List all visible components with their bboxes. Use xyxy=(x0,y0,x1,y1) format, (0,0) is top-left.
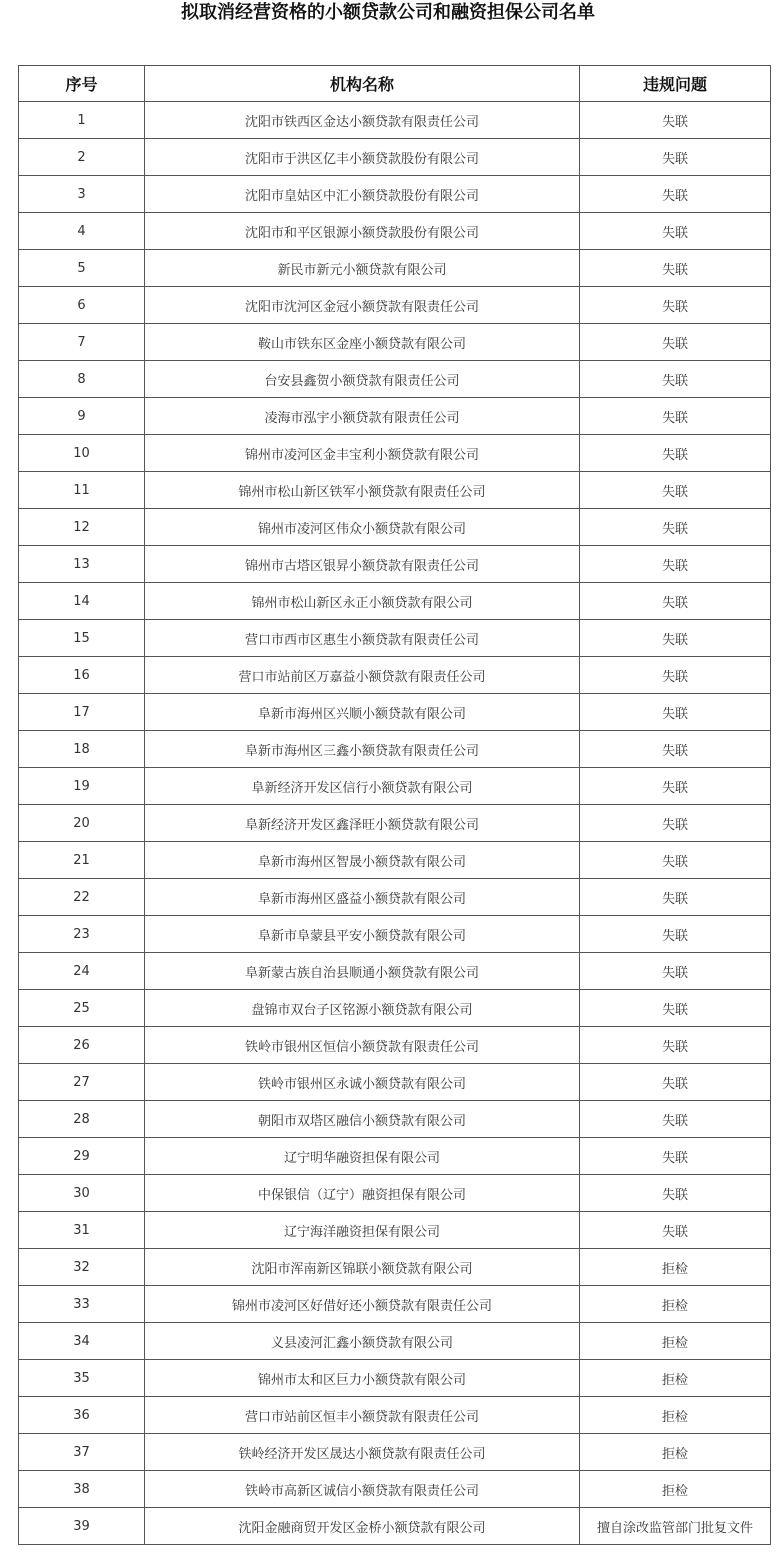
row-violation: 拒检 xyxy=(580,1323,771,1360)
row-institution-name: 铁岭市银州区恒信小额贷款有限责任公司 xyxy=(145,1027,580,1064)
row-violation: 拒检 xyxy=(580,1471,771,1508)
row-institution-name: 锦州市松山新区铁军小额贷款有限责任公司 xyxy=(145,472,580,509)
row-violation: 失联 xyxy=(580,546,771,583)
row-index: 35 xyxy=(19,1360,145,1397)
row-index: 31 xyxy=(19,1212,145,1249)
row-institution-name: 新民市新元小额贷款有限公司 xyxy=(145,250,580,287)
row-violation: 失联 xyxy=(580,953,771,990)
table-row xyxy=(19,361,771,398)
row-institution-name: 沈阳市和平区银源小额贷款股份有限公司 xyxy=(145,213,580,250)
table-row xyxy=(19,1212,771,1249)
row-institution-name: 盘锦市双台子区铭源小额贷款有限公司 xyxy=(145,990,580,1027)
table-row xyxy=(19,657,771,694)
header-violation: 违规问题 xyxy=(580,66,771,102)
row-index: 36 xyxy=(19,1397,145,1434)
table-row xyxy=(19,102,771,139)
row-index: 26 xyxy=(19,1027,145,1064)
table-row xyxy=(19,953,771,990)
row-institution-name: 阜新市海州区智晟小额贷款有限公司 xyxy=(145,842,580,879)
table-row xyxy=(19,472,771,509)
row-violation: 失联 xyxy=(580,842,771,879)
row-violation: 擅自涂改监管部门批复文件 xyxy=(580,1508,771,1545)
table-row xyxy=(19,1101,771,1138)
row-index: 33 xyxy=(19,1286,145,1323)
row-violation: 拒检 xyxy=(580,1249,771,1286)
table-row xyxy=(19,176,771,213)
row-violation: 失联 xyxy=(580,1138,771,1175)
table-row xyxy=(19,139,771,176)
row-index: 22 xyxy=(19,879,145,916)
header-index: 序号 xyxy=(19,66,145,102)
row-index: 28 xyxy=(19,1101,145,1138)
table-row xyxy=(19,324,771,361)
row-index: 12 xyxy=(19,509,145,546)
table-row xyxy=(19,768,771,805)
row-index: 15 xyxy=(19,620,145,657)
table-row xyxy=(19,694,771,731)
row-violation: 失联 xyxy=(580,879,771,916)
row-violation: 失联 xyxy=(580,731,771,768)
row-violation: 失联 xyxy=(580,509,771,546)
row-index: 9 xyxy=(19,398,145,435)
row-institution-name: 营口市站前区万嘉益小额贷款有限责任公司 xyxy=(145,657,580,694)
row-institution-name: 铁岭经济开发区晟达小额贷款有限责任公司 xyxy=(145,1434,580,1471)
row-violation: 失联 xyxy=(580,768,771,805)
row-violation: 失联 xyxy=(580,583,771,620)
header-institution-name: 机构名称 xyxy=(145,66,580,102)
row-violation: 失联 xyxy=(580,990,771,1027)
row-institution-name: 阜新经济开发区鑫泽旺小额贷款有限公司 xyxy=(145,805,580,842)
row-index: 13 xyxy=(19,546,145,583)
row-index: 20 xyxy=(19,805,145,842)
row-index: 27 xyxy=(19,1064,145,1101)
row-index: 7 xyxy=(19,324,145,361)
row-institution-name: 锦州市松山新区永正小额贷款有限公司 xyxy=(145,583,580,620)
table-row xyxy=(19,1360,771,1397)
table-row xyxy=(19,1508,771,1545)
row-violation: 失联 xyxy=(580,139,771,176)
row-index: 23 xyxy=(19,916,145,953)
row-violation: 失联 xyxy=(580,657,771,694)
row-institution-name: 营口市站前区恒丰小额贷款有限责任公司 xyxy=(145,1397,580,1434)
table-row xyxy=(19,287,771,324)
row-index: 39 xyxy=(19,1508,145,1545)
row-institution-name: 锦州市太和区巨力小额贷款有限公司 xyxy=(145,1360,580,1397)
row-index: 38 xyxy=(19,1471,145,1508)
table-header-row xyxy=(19,66,771,102)
table-row xyxy=(19,1175,771,1212)
row-institution-name: 辽宁海洋融资担保有限公司 xyxy=(145,1212,580,1249)
row-index: 18 xyxy=(19,731,145,768)
row-violation: 失联 xyxy=(580,1101,771,1138)
table-row xyxy=(19,842,771,879)
row-index: 24 xyxy=(19,953,145,990)
row-index: 10 xyxy=(19,435,145,472)
row-index: 34 xyxy=(19,1323,145,1360)
table-row xyxy=(19,731,771,768)
row-violation: 失联 xyxy=(580,361,771,398)
row-violation: 失联 xyxy=(580,472,771,509)
row-institution-name: 锦州市凌河区伟众小额贷款有限公司 xyxy=(145,509,580,546)
row-index: 37 xyxy=(19,1434,145,1471)
row-institution-name: 阜新市阜蒙县平安小额贷款有限公司 xyxy=(145,916,580,953)
table-row xyxy=(19,1249,771,1286)
row-institution-name: 沈阳市沈河区金冠小额贷款有限责任公司 xyxy=(145,287,580,324)
table-row xyxy=(19,398,771,435)
table-row xyxy=(19,805,771,842)
row-institution-name: 锦州市凌河区金丰宝利小额贷款有限公司 xyxy=(145,435,580,472)
table-row xyxy=(19,583,771,620)
row-violation: 失联 xyxy=(580,213,771,250)
row-index: 4 xyxy=(19,213,145,250)
row-index: 6 xyxy=(19,287,145,324)
row-violation: 失联 xyxy=(580,250,771,287)
row-institution-name: 沈阳市浑南新区锦联小额贷款有限公司 xyxy=(145,1249,580,1286)
row-institution-name: 鞍山市铁东区金座小额贷款有限公司 xyxy=(145,324,580,361)
row-index: 17 xyxy=(19,694,145,731)
row-institution-name: 台安县鑫贺小额贷款有限责任公司 xyxy=(145,361,580,398)
table-row xyxy=(19,1434,771,1471)
row-institution-name: 凌海市泓宇小额贷款有限责任公司 xyxy=(145,398,580,435)
row-violation: 拒检 xyxy=(580,1360,771,1397)
row-institution-name: 阜新市海州区三鑫小额贷款有限责任公司 xyxy=(145,731,580,768)
table-row xyxy=(19,213,771,250)
table-body xyxy=(19,102,771,1545)
row-violation: 失联 xyxy=(580,916,771,953)
row-institution-name: 铁岭市高新区诚信小额贷款有限责任公司 xyxy=(145,1471,580,1508)
table-row xyxy=(19,509,771,546)
row-violation: 失联 xyxy=(580,805,771,842)
row-violation: 失联 xyxy=(580,435,771,472)
row-index: 8 xyxy=(19,361,145,398)
row-index: 14 xyxy=(19,583,145,620)
row-violation: 失联 xyxy=(580,1175,771,1212)
row-institution-name: 中保银信（辽宁）融资担保有限公司 xyxy=(145,1175,580,1212)
row-institution-name: 阜新市海州区盛益小额贷款有限公司 xyxy=(145,879,580,916)
row-institution-name: 锦州市古塔区银昇小额贷款有限责任公司 xyxy=(145,546,580,583)
table-row xyxy=(19,1323,771,1360)
table-row xyxy=(19,1286,771,1323)
table-row xyxy=(19,990,771,1027)
row-institution-name: 沈阳金融商贸开发区金桥小额贷款有限公司 xyxy=(145,1508,580,1545)
row-institution-name: 铁岭市银州区永诚小额贷款有限公司 xyxy=(145,1064,580,1101)
row-violation: 失联 xyxy=(580,287,771,324)
row-institution-name: 锦州市凌河区好借好还小额贷款有限责任公司 xyxy=(145,1286,580,1323)
row-index: 3 xyxy=(19,176,145,213)
row-violation: 失联 xyxy=(580,102,771,139)
row-violation: 失联 xyxy=(580,694,771,731)
row-index: 21 xyxy=(19,842,145,879)
table-row xyxy=(19,546,771,583)
row-violation: 失联 xyxy=(580,1064,771,1101)
row-index: 1 xyxy=(19,102,145,139)
page-title: 拟取消经营资格的小额贷款公司和融资担保公司名单 xyxy=(181,2,595,23)
row-violation: 失联 xyxy=(580,1027,771,1064)
row-index: 16 xyxy=(19,657,145,694)
table-row xyxy=(19,435,771,472)
table-row xyxy=(19,1397,771,1434)
row-institution-name: 义县凌河汇鑫小额贷款有限公司 xyxy=(145,1323,580,1360)
row-violation: 失联 xyxy=(580,1212,771,1249)
row-index: 5 xyxy=(19,250,145,287)
table-row xyxy=(19,1027,771,1064)
row-violation: 失联 xyxy=(580,398,771,435)
row-index: 30 xyxy=(19,1175,145,1212)
row-institution-name: 沈阳市铁西区金达小额贷款有限责任公司 xyxy=(145,102,580,139)
row-violation: 失联 xyxy=(580,176,771,213)
row-institution-name: 阜新蒙古族自治县顺通小额贷款有限公司 xyxy=(145,953,580,990)
table-row xyxy=(19,879,771,916)
row-violation: 拒检 xyxy=(580,1434,771,1471)
table-row xyxy=(19,1138,771,1175)
table-row xyxy=(19,916,771,953)
row-index: 32 xyxy=(19,1249,145,1286)
company-list-table xyxy=(18,65,771,1545)
row-index: 29 xyxy=(19,1138,145,1175)
row-violation: 拒检 xyxy=(580,1286,771,1323)
row-index: 2 xyxy=(19,139,145,176)
row-institution-name: 营口市西市区惠生小额贷款有限责任公司 xyxy=(145,620,580,657)
table-row xyxy=(19,250,771,287)
table-row xyxy=(19,620,771,657)
row-institution-name: 朝阳市双塔区融信小额贷款有限公司 xyxy=(145,1101,580,1138)
row-institution-name: 沈阳市于洪区亿丰小额贷款股份有限公司 xyxy=(145,139,580,176)
row-violation: 失联 xyxy=(580,324,771,361)
row-index: 19 xyxy=(19,768,145,805)
row-institution-name: 阜新市海州区兴顺小额贷款有限公司 xyxy=(145,694,580,731)
table-row xyxy=(19,1064,771,1101)
row-violation: 拒检 xyxy=(580,1397,771,1434)
row-institution-name: 阜新经济开发区信行小额贷款有限公司 xyxy=(145,768,580,805)
row-institution-name: 辽宁明华融资担保有限公司 xyxy=(145,1138,580,1175)
row-index: 25 xyxy=(19,990,145,1027)
row-violation: 失联 xyxy=(580,620,771,657)
row-institution-name: 沈阳市皇姑区中汇小额贷款股份有限公司 xyxy=(145,176,580,213)
row-index: 11 xyxy=(19,472,145,509)
table-row xyxy=(19,1471,771,1508)
